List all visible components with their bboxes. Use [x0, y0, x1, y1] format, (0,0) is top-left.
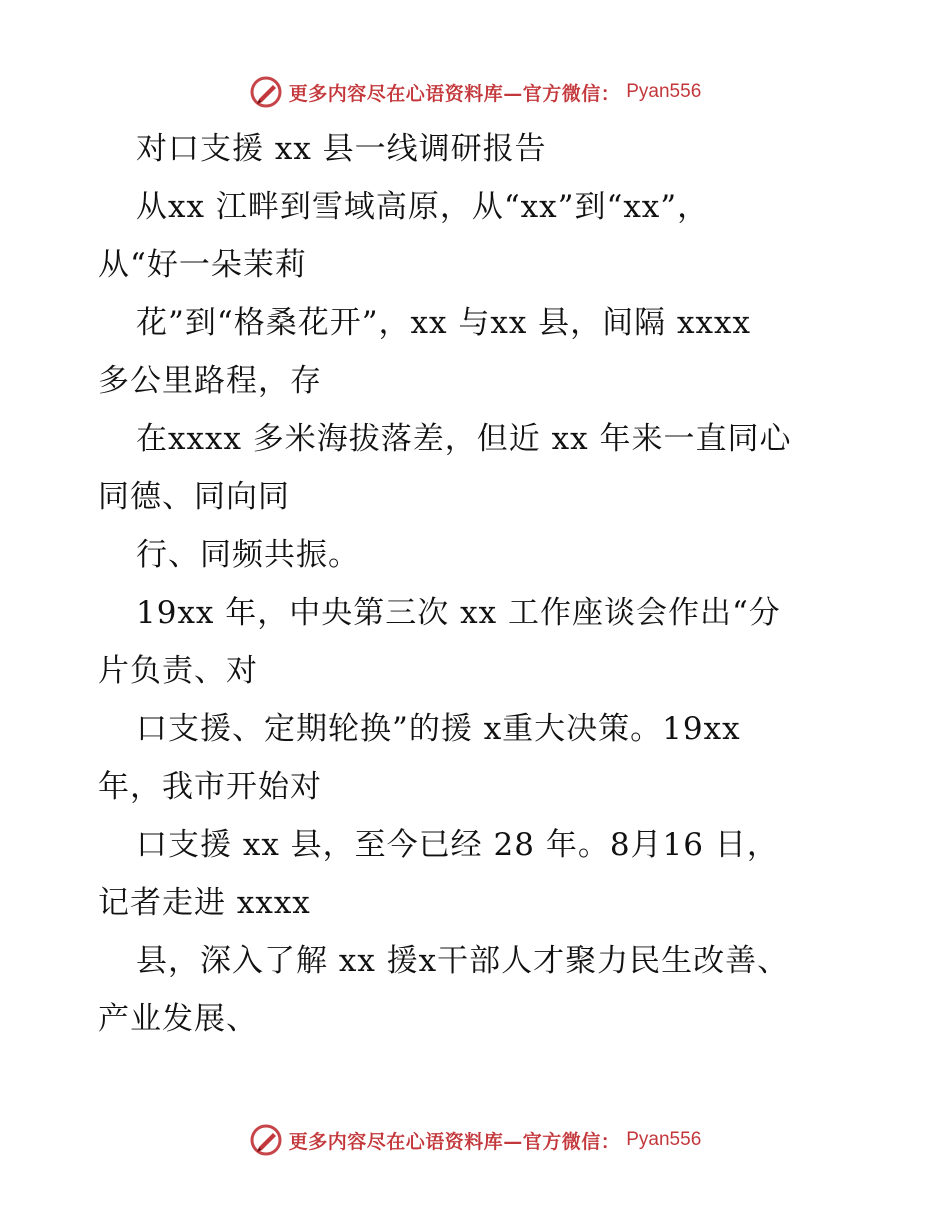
- text-line: 19xx 年，中央第三次 xx 工作座谈会作出“分: [136, 595, 781, 631]
- footer-watermark: [0, 1120, 950, 1160]
- text-line: 同德、同向同: [98, 479, 290, 515]
- document-title: 对口支援 xx 县一线调研报告: [136, 131, 547, 167]
- header-watermark: [0, 72, 950, 112]
- text-line: 口支援、定期轮换”的援 x重大决策。19xx: [136, 711, 741, 747]
- text-line: 多公里路程，存: [98, 363, 322, 399]
- document-body: [98, 120, 858, 1048]
- text-line: 花”到“格桑花开”，xx 与xx 县，间隔 xxxx: [136, 305, 751, 341]
- text-line: 产业发展、: [98, 1001, 258, 1037]
- watermark-text: 更多内容尽在心语资料库—官方微信：: [288, 82, 621, 105]
- watermark-wechat-id: Pyan556: [626, 1129, 702, 1150]
- text-line: 在xxxx 多米海拔落差，但近 xx 年来一直同心: [136, 421, 792, 457]
- text-line: 县，深入了解 xx 援x干部人才聚力民生改善、: [136, 943, 790, 979]
- text-line: 年，我市开始对: [98, 769, 322, 805]
- text-line: 从xx 江畔到雪域高原，从“xx”到“xx”，: [136, 189, 710, 225]
- pen-logo-icon: [249, 1123, 283, 1157]
- text-line: 口支援 xx 县，至今已经 28 年。8月16 日，: [136, 827, 779, 863]
- text-line: 行、同频共振。: [136, 537, 360, 573]
- watermark-text: 更多内容尽在心语资料库—官方微信：: [288, 1130, 621, 1153]
- text-line: 片负责、对: [98, 653, 258, 689]
- watermark-wechat-id: Pyan556: [626, 81, 702, 102]
- pen-logo-icon: [249, 75, 283, 109]
- text-line: 从“好一朵茉莉: [98, 247, 307, 283]
- text-line: 记者走进 xxxx: [98, 885, 311, 921]
